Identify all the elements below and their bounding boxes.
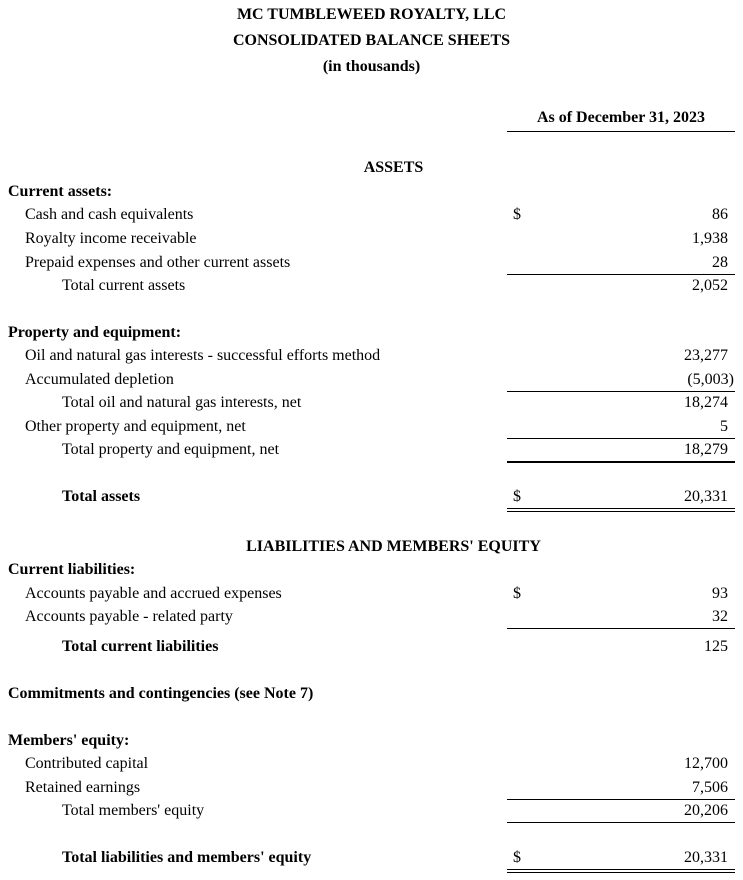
subtotal-rule: [507, 438, 735, 439]
total-liabilities-equity-label: Total liabilities and members' equity: [62, 849, 312, 866]
assets-title: ASSETS: [363, 159, 424, 176]
total-liabilities-equity-currency: $: [513, 849, 521, 866]
oil-gas-net-label: Total oil and natural gas interests, net: [62, 394, 302, 411]
subtotal-rule: [507, 799, 735, 800]
current-assets-heading: Current assets:: [8, 183, 113, 200]
subtotal-rule: [507, 274, 735, 275]
other-ppe-value: 5: [720, 418, 728, 435]
total-ppe-value: 18,279: [684, 441, 728, 458]
prepaid-label: Prepaid expenses and other current assets: [25, 254, 291, 271]
total-current-assets-value: 2,052: [692, 277, 728, 294]
retained-label: Retained earnings: [25, 779, 141, 796]
total-assets-value: 20,331: [684, 488, 728, 505]
members-equity-heading: Members' equity:: [8, 732, 130, 749]
capital-value: 12,700: [684, 755, 728, 772]
column-header-underline: [507, 131, 735, 132]
total-current-liabilities-label: Total current liabilities: [62, 638, 219, 655]
oil-gas-net-value: 18,274: [684, 394, 728, 411]
cash-label: Cash and cash equivalents: [25, 206, 194, 223]
current-liabilities-heading: Current liabilities:: [8, 561, 136, 578]
subtotal-rule: [507, 822, 735, 823]
ap-currency: $: [513, 585, 521, 602]
total-assets-currency: $: [513, 488, 521, 505]
cash-currency: $: [513, 206, 521, 223]
company-name: MC TUMBLEWEED ROYALTY, LLC: [236, 6, 507, 23]
ap-related-label: Accounts payable - related party: [25, 608, 233, 625]
depletion-value: (5,003): [687, 371, 734, 388]
liabilities-title: LIABILITIES AND MEMBERS' EQUITY: [246, 538, 541, 555]
units-note: (in thousands): [322, 58, 421, 75]
oil-gas-label: Oil and natural gas interests - successful efforts method: [25, 347, 381, 364]
royalty-label: Royalty income receivable: [25, 230, 197, 247]
subtotal-rule: [507, 628, 735, 629]
statement-title: CONSOLIDATED BALANCE SHEETS: [232, 32, 511, 49]
total-liabilities-equity-value: 20,331: [684, 849, 728, 866]
total-rule: [507, 461, 735, 463]
other-ppe-label: Other property and equipment, net: [25, 418, 246, 435]
subtotal-rule: [507, 391, 735, 392]
retained-value: 7,506: [692, 779, 728, 796]
double-rule: [507, 508, 735, 512]
commitments-heading: Commitments and contingencies (see Note 7): [8, 685, 314, 702]
total-current-liabilities-value: 125: [704, 638, 728, 655]
prepaid-value: 28: [712, 254, 728, 271]
ppe-heading: Property and equipment:: [8, 324, 182, 341]
oil-gas-value: 23,277: [684, 347, 728, 364]
total-equity-value: 20,206: [684, 802, 728, 819]
capital-label: Contributed capital: [25, 755, 149, 772]
total-equity-label: Total members' equity: [62, 802, 205, 819]
depletion-label: Accumulated depletion: [25, 371, 174, 388]
total-current-assets-label: Total current assets: [62, 277, 186, 294]
ap-value: 93: [712, 585, 728, 602]
royalty-value: 1,938: [692, 230, 728, 247]
ap-related-value: 32: [712, 608, 728, 625]
ap-label: Accounts payable and accrued expenses: [25, 585, 282, 602]
column-header: As of December 31, 2023: [536, 109, 706, 126]
double-rule: [507, 869, 735, 873]
total-assets-label: Total assets: [62, 488, 141, 505]
cash-value: 86: [712, 206, 728, 223]
total-ppe-label: Total property and equipment, net: [62, 441, 280, 458]
